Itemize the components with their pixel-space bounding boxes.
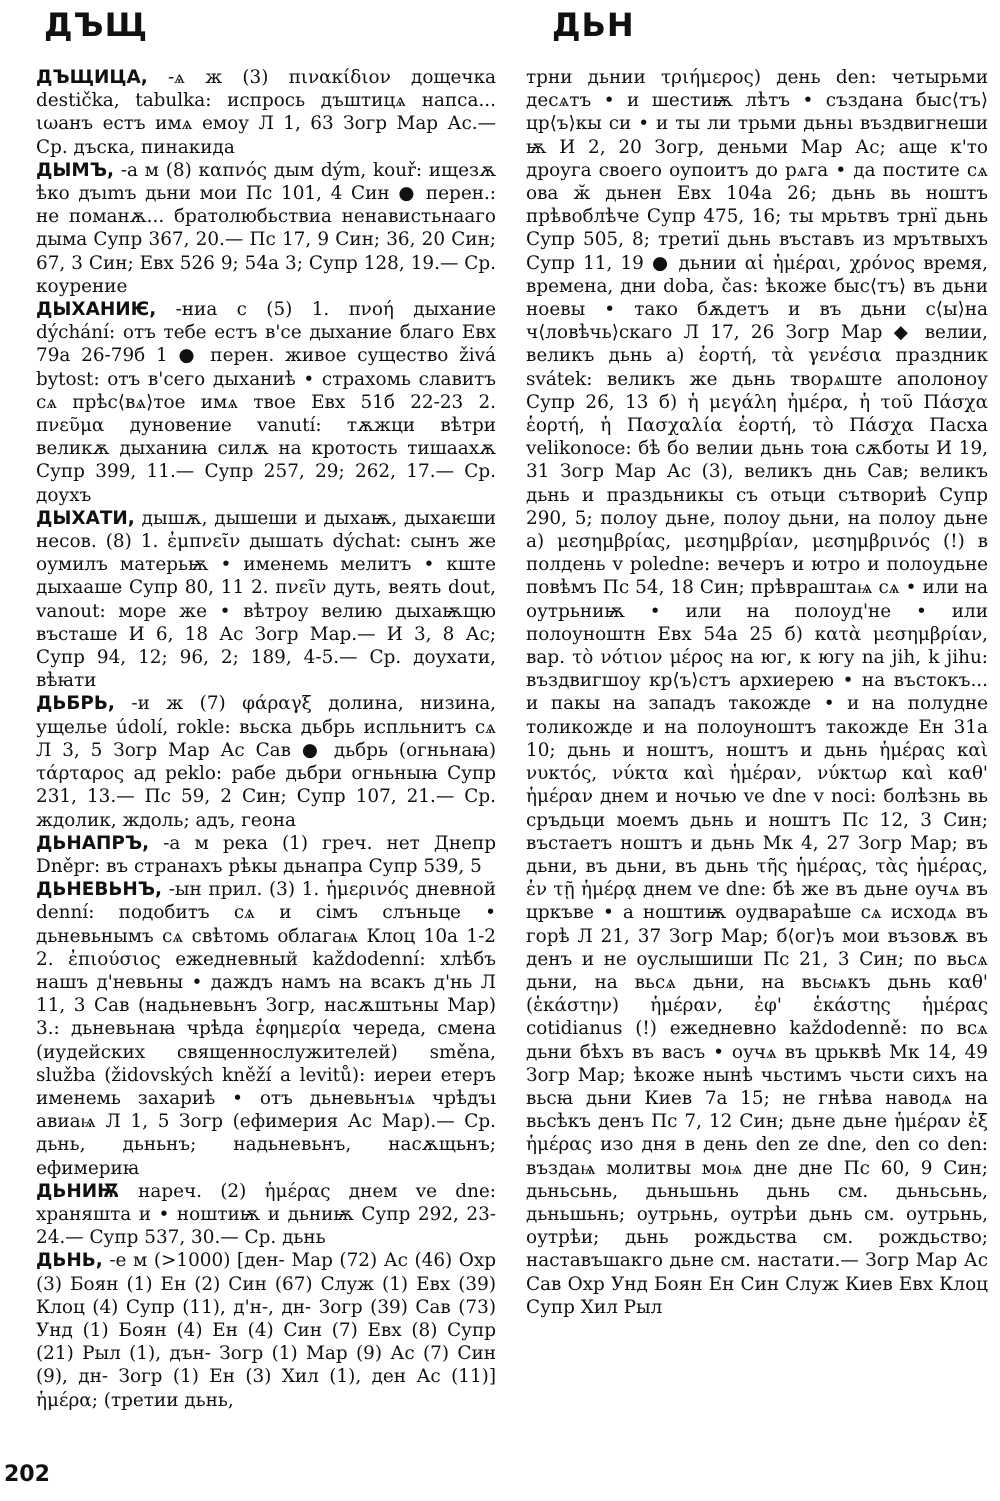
- entry-headword: ДЫХАНИѤ,: [36, 299, 157, 321]
- dictionary-entry: [36, 692, 496, 831]
- entry-text: -ын прил. (3) 1. ἡμερινός дневной denní: подобитъ сѧ и сімъ слъньце • дьневьнымъ сѧ свѣтомь облагаѩ Клоц 10а 1-2 2. ἐπιούσιος ежедневный každodenní: хлѣбъ нашъ д'невьны • даждъ намъ на всакъ д'нь Л 11, 3 Сав (надьневьнъ Зогр, насѫштьны Мар) 3.: дьневьнаꙗ чрѣда ἐφημερία череда, смена (иудейских священнослужителей) směna, služba (židovských kněží a levitů): иерeи етеръ именемь захариѣ • отъ дьневьнъıѧ чрѣдъı авиаѩ Л 1, 5 Зогр (ефимерия Ас Мар).— Ср. дьнь, дьньнъ; надьневьнъ, насѫщьнъ; ефимериꙗ: [36, 879, 496, 1179]
- dictionary-entry: [36, 159, 496, 298]
- dictionary-entry: [36, 66, 496, 159]
- running-header-left: ДЪЩ: [44, 6, 148, 44]
- entry-headword: ДЫХАТИ,: [36, 507, 135, 529]
- entry-text: -а м (8) καπνός дым dým, kouř: ищезѫ ѣко дъımъ дьни мои Пс 101, 4 Син ● перен.: не поманѫ... братолюбьствиа ненавистьнааго дыма Супр 367, 20.— Пс 17, 9 Син; 36, 20 Син; 67, 3 Син; Евх 526 9; 54а 3; Супр 128, 19.— Ср. коурение: [36, 159, 496, 297]
- entry-headword: ДЬНЕВЬНЪ,: [36, 879, 163, 901]
- running-header-right: ДЬН: [552, 6, 635, 44]
- entry-headword: ДЬБРЬ,: [36, 693, 115, 715]
- dictionary-entry: [36, 298, 496, 507]
- entry-headword: ДЪЩИЦА,: [36, 67, 148, 88]
- dictionary-entry: [36, 507, 496, 693]
- dictionary-entry: [36, 1180, 496, 1250]
- entry-text: -е м (>1000) [ден- Мар (72) Ас (46) Охр (3) Боян (1) Ен (2) Син (67) Служ (1) Евх (39) Клоц (4) Супр (11), д'н-, дн- Зогр (39) Сав (73) Унд (1) Боян (4) Ен (4) Син (7) Евх (8) Супр (21) Рыл (1), дън- Зогр (1) Мар (9) Ас (7) Син (9), дн- Зогр (1) Ен (3) Хил (1), ден Ас (11)] ἡμέρα; (третии дьнь,: [36, 1250, 496, 1411]
- entry-text: -а м река (1) греч. нет Днепр Dněpr: въ странахъ рѣкы дьнапра Супр 539, 5: [36, 832, 496, 877]
- right-column: [526, 66, 988, 1446]
- entry-headword: ДЬНИѬ: [36, 1180, 120, 1202]
- entry-text: -ниа с (5) 1. πνοή дыхание dýchání: отъ тебе естъ в'се дыхание благо Евх 79а 26-79б 1 ● перен. живое существо živá bytost: отъ в'сего дыханиѣ • страхомь славитъ сѧ прѣс⟨вѧ⟩тое имѧ твое Евх 51б 22-23 2. πνεῦμα дуновение vanutí: тѫжци вѣтри великѫ дыханиꙗ силѫ на кротость тишаахѫ Супр 399, 11.— Супр 257, 29; 262, 17.— Ср. доухъ: [36, 299, 496, 506]
- entry-headword: ДЫМЪ,: [36, 159, 114, 181]
- page-number: 202: [4, 1462, 50, 1487]
- left-column: [36, 66, 496, 1446]
- entry-text: -ѧ ж (3) πινακίδιον дощечка destička, tabulka: испроcь дъштицѧ напса... ιωанъ естъ имѧ емоу Л 1, 63 Зогр Мар Ас.— Ср. дъска, пинакида: [36, 67, 496, 158]
- dictionary-entry: [36, 1249, 496, 1411]
- entry-text: трни дьнии τριήμερος) день den: четырьми десѧтъ • и шестиѭ лѣтъ • създана быс⟨тъ⟩ цр⟨ъ⟩кы си • и ты ли трьми дьньı въздвигнеши ѭ И 2, 20 Зогр, деньми Мар Ас; аще к'то дроуга своего оупоитъ до рѧга • да постите сѧ ова ӂ дьнен Евх 104а 26; дьнь вь ноштъ прѣвоблѣче Супр 475, 16; ты мрьтвъ трнї дьнь Супр 505, 8; третиї дьнь въставъ из мрътвыхъ Супр 11, 19 ● дьнии αἱ ἡμέραι, χρόνος время, времена, дни doba, čas: ѣкоже быс⟨тъ⟩ въ дьни ноевы • тако бѫдетъ и въ дьни с⟨ы⟩на ч⟨ловѣчь⟩скаго Л 17, 26 Зогр Мар ◆ велии, великъ дьнь а) ἑορτή, τὰ γενέσια праздник svátek: великъ же дьнь творѧште аполоноу Супр 26, 13 б) ἡ μεγάλη ἡμέρα, ἡ τοῦ Πάσχα ἑορτή, ἡ Πασχαλία ἑορτή, τὸ Πάσχα Пасха velikonoce: бѣ бо велии дьнь тоꙗ сѫботы И 19, 31 Зогр Мар Ас (3), великъ днь Сав; великъ дьнь и праздьникы съ отьци сътвориѣ Супр 290, 5; полоу дьне, полоу дьни, на полоу дьне а) μεσημβρίας, μεσημβρίαν, μεσημβρινός (!) в полдень v poledne: вечеръ и ютро и полоудьне повѣмъ Пс 54, 18 Син; прѣвраштаѩ сѧ • или на оутрьниѭ • или на полоуд'не • или полоуноштн Евх 54а 25 б) κατὰ μεσημβρίαν, вар. τὸ νότιον μέρος на юг, к югу na jih, k jihu: въздвигшоу кр⟨ъ⟩стъ архиерею • на въстокъ... и пакы на западъ такожде • и на полудне толикожде и на полоуноштъ такожде Ен 31а 10; дьнь и ноштъ, ноштъ и дьнь ἡμέρας καὶ νυκτός, νύκτα καὶ ἡμέραν, νύκτωρ καὶ καθ' ἡμέραν днем и ночью ve dne v noci: болѣзнь вь сръдьци моемъ дьнь и ноштъ Пс 12, 3 Син; въстаетъ ноштъ и дьнь Мк 4, 27 Зогр Мар; въ дьни, въ дьни, въ дьнь τῆς ἡμέρας, τὰς ἡμέρας, ἐν τῇ ἡμέρᾳ днем ve dne: бѣ же въ дьне оучѧ въ цркъве • а ноштиѭ оудвараѣше сѧ исходѧ въ горѣ Л 21, 37 Зогр Мар; б⟨ог⟩ъ мои възовѫ въ денъ и не оуслышиши Пс 21, 3 Син; по вьсѧ дьни, на вьсѧ дьни, на вьсѩкъ дьнь καθ' (ἑκάστην) ἡμέραν, ἐφ' ἑκάστης ἡμέρας cotidianus (!) ежедневно každodenně: по всѧ дьни бѣхъ въ васъ • оучѧ въ црьквѣ Мк 14, 49 Зогр Мар; ѣкоже нынѣ чьстимъ чьсти сихъ на вьсꙗ дьни Киев 7а 15; не гнѣва наводѧ на вьсѣкъ денъ Пс 7, 12 Син; дьне дьне ἡμέραν ἐξ ἡμέρας изо дня в день den ze dne, den co den: въздаѩ молитвы моѩ дне дне Пс 60, 9 Син; дьньсьнь, дьньшьнь дьнь см. дьньсьнь, дьньшьнь; оутрьнь, оутрѣи дьнь см. оутрьнь, оутрѣи; дьнь рождьства см. рождьство; наставъшакго дьне см. настати.— Зогр Мар Ас Сав Охр Унд Боян Ен Син Служ Киев Евх Клоц Супр Хил Рыл: [526, 67, 988, 1318]
- entry-text: дышѫ, дышеши и дыхаѭ, дыхаѥши несов. (8) 1. ἐμπνεῖν дышать dýchat: сынъ же оумилъ матерьѭ • именемь мелитъ • кште дыхааше Супр 80, 11 2. πνεῖν дуть, веять dout, vanout: море же • вѣтроу велию дыхаѭщю въсташе И 6, 18 Ас Зогр Мар.— И 3, 8 Ас; Супр 94, 12; 96, 2; 189, 4-5.— Ср. доуxати, вѣꙗти: [36, 507, 496, 692]
- entry-headword: ДЬНАПРЪ,: [36, 832, 150, 854]
- dictionary-entry: [526, 66, 988, 1319]
- entry-headword: ДЬНЬ,: [36, 1250, 103, 1272]
- dictionary-entry: [36, 832, 496, 878]
- entry-text: -и ж (7) φάραγξ долина, низина, ущелье údolí, rokle: вьска дьбрь испльнитъ сѧ Л 3, 5 Зогр Мар Ас Сав ● дьбрь (огньнаꙗ) τάρταρος ад peklo: рабе дьбри огньныꙗ Супр 231, 13.— Пс 59, 2 Син; Супр 107, 21.— Ср. ждолик, ждоль; адъ, геона: [36, 693, 496, 831]
- entry-text: нареч. (2) ἡμέρας днем ve dne: храняшта и • ноштиѭ и дьниѭ Супр 292, 23-24.— Супр 537, 30.— Ср. дьнь: [36, 1180, 496, 1249]
- dictionary-entry: [36, 878, 496, 1180]
